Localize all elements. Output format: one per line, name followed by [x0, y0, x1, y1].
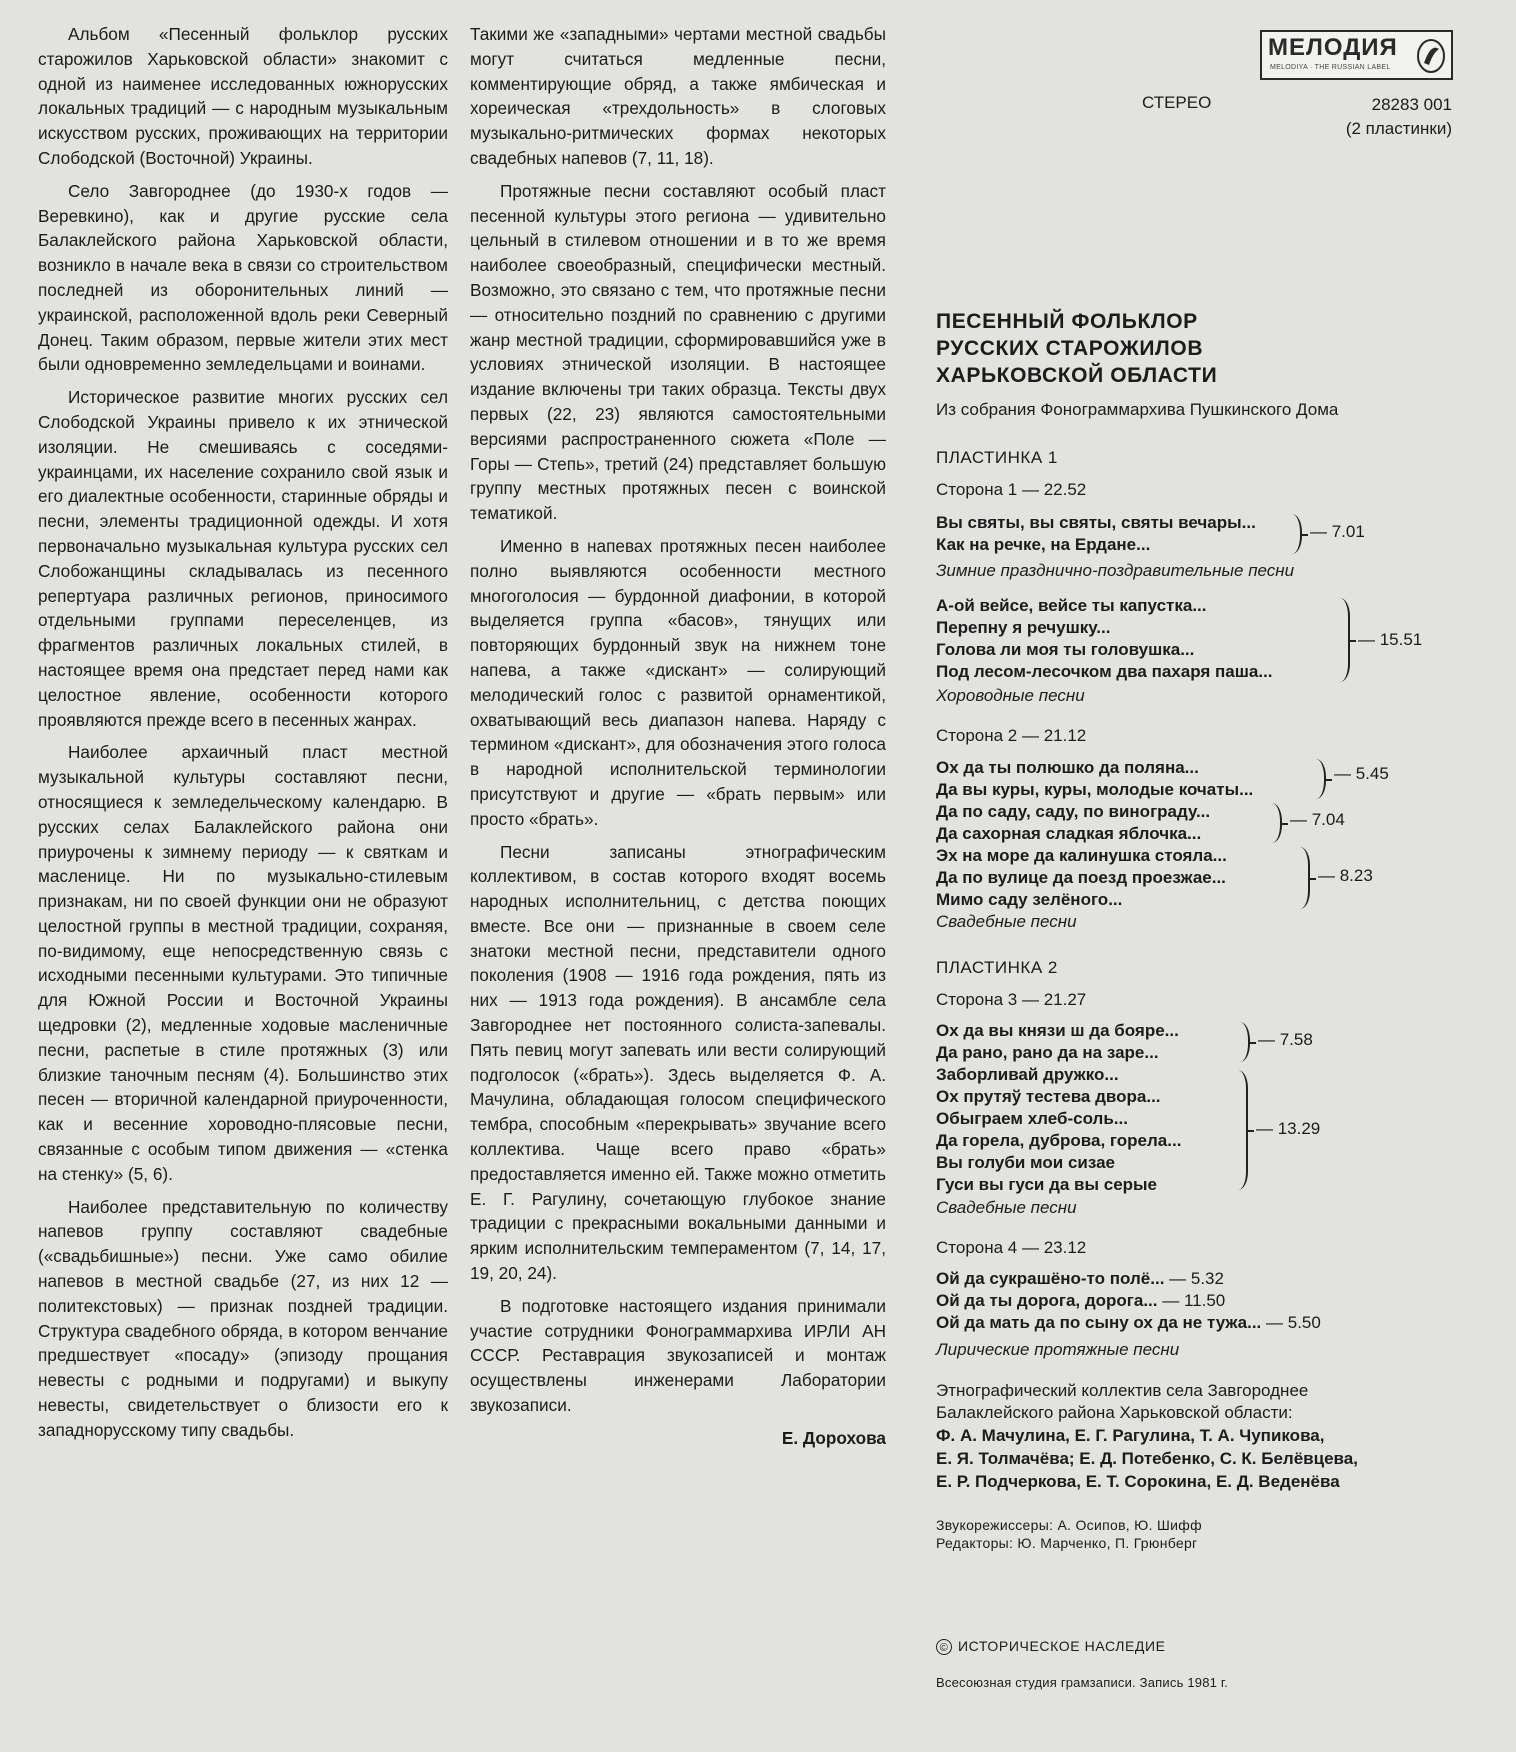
performer-line: Ф. А. Мачулина, Е. Г. Рагулина, Т. А. Чупикова, — [936, 1426, 1325, 1445]
track-title: Эх на море да калинушка стояла... — [936, 846, 1227, 865]
track-group-brace — [1300, 847, 1310, 909]
track-group-duration: — 8.23 — [1318, 866, 1373, 885]
track-duration: — 11.50 — [1162, 1291, 1226, 1310]
track-group-brace — [1272, 803, 1282, 843]
track-title: Как на речке, на Ердане... — [936, 535, 1151, 554]
track-group-brace — [1316, 759, 1326, 799]
genre-label: Свадебные песни — [936, 912, 1077, 931]
track-title: Ох да вы князи ш да бояре... — [936, 1021, 1179, 1040]
side-1-heading: Сторона 1 — 22.52 — [936, 480, 1087, 499]
track-group — [936, 801, 1210, 845]
track-group-duration: — 7.58 — [1258, 1030, 1313, 1049]
track-title: Ой да мать да по сыну ох да не тужа... — [936, 1313, 1262, 1332]
track-title: Ох прутяў тестева двора... — [936, 1087, 1161, 1106]
essay-paragraph: Наиболее архаичный пласт местной музыкальной культуры составляют песни, относящиеся к земледельческому календарю. В русских селах Балаклейского района они приурочены к зимнему периоду — к святкам и масленице. Ни по музыкально-стилевым признакам, ни по своей функции они не образуют целостной группы в местной традиции, сохраняя, по-видимому, еще непосредственную связь с исходными песенными культурами. Это типичные для Южной России и Восточной Украины щедровки (2), медленные ходовые масленичные песни, распетые в стиле протяжных (3) или близкие таночным песням (4). Большинство этих песен — вторичной календарной приуроченности, как и весенние хороводно-плясовые песни, связанные с особым типом движения — «стенка на стенку» (5, 6). — [38, 742, 448, 1184]
track-item — [936, 1312, 1321, 1334]
essay-paragraph: Протяжные песни составляют особый пласт песенной культуры этого региона — удивительно цельный в стилевом отношении и в то же время наиболее своеобразный, специфически местный. Возможно, это связано с тем, что протяжные песни — относительно поздний по сравнению с другими жанр местной традиции, сформировавшийся уже в условиях этнической изоляции. В настоящее издание включены три таких образца. Тексты двух первых (22, 23) являются самостоятельными версиями распространенного сюжета «Поле — Горы — Степь», третий (24) представляет большую группу местных протяжных песен с воинской тематикой. — [470, 180, 886, 524]
track-list — [936, 1268, 1321, 1334]
track-group-brace — [1340, 598, 1350, 682]
album-source: Из собрания Фонограммархива Пушкинского Дома — [936, 400, 1339, 419]
performer-list — [936, 1424, 1358, 1493]
track-title: Да сахорная сладкая яблочка... — [936, 824, 1202, 843]
production-credits — [936, 1516, 1202, 1552]
essay-paragraph: Именно в напевах протяжных песен наиболее полно выявляются особенности местного многоголосия — бурдонной диафонии, в которой выделяется группа «басов», тянущих или повторяющих бурдонный звук на нижнем тоне напева, а также «дискант» — солирующий мелодический голос с развитой орнаментикой, охватывающий весь диапазон напева. Наряду с термином «дискант», для обозначения этого голоса в народной исполнительской терминологии присутствуют и другие — «брать первым» или просто «брать». — [470, 535, 886, 829]
track-item — [936, 1268, 1321, 1290]
essay-paragraph: В подготовке настоящего издания принимали участие сотрудники Фонограммархива ИРЛИ АН СССР. Реставрация звукозаписей и монтаж осуществлены инженерами Лаборатории звукозаписи. — [470, 1295, 886, 1416]
track-title: Да по вулице да поезд проезжае... — [936, 868, 1226, 887]
track-title: Обыграем хлеб-соль... — [936, 1109, 1128, 1128]
essay-column-2 — [470, 22, 886, 1451]
track-title: Под лесом-лесочком два пахаря паша... — [936, 662, 1273, 681]
catalog-number — [1290, 93, 1452, 141]
track-title: Заборливай дружко... — [936, 1065, 1119, 1084]
essay-paragraph: Наиболее представительную по количеству напевов группу составляют свадебные («свадьбишные») песни. Уже само обилие напевов в местной свадьбе (27, из них 12 — политекстовых) — признак поздней традиции. Структура свадебного обряда, в котором венчание предшествует «посаду» (эпизоду прощания невесты с родными и подругами) и выкупу невесты, свидетельствует о близости его к западнорусскому типу свадьбы. — [38, 1196, 448, 1440]
ensemble-description — [936, 1380, 1308, 1424]
melodiya-logo — [1260, 30, 1453, 80]
track-title: Ох да ты полюшко да поляна... — [936, 758, 1199, 777]
essay-column-1 — [38, 22, 448, 1451]
series-label: ИСТОРИЧЕСКОЕ НАСЛЕДИЕ — [958, 1638, 1166, 1654]
track-title: Гуси вы гуси да вы серые — [936, 1175, 1158, 1194]
sound-engineers: Звукорежиссеры: А. Осипов, Ю. Шифф — [936, 1517, 1202, 1533]
track-group-duration: — 5.45 — [1334, 764, 1389, 783]
track-title: Да вы куры, куры, молодые кочаты... — [936, 780, 1254, 799]
track-title: Ой да ты дорога, дорога... — [936, 1291, 1158, 1310]
album-title — [936, 308, 1217, 389]
track-group-duration: — 15.51 — [1358, 630, 1423, 649]
essay-paragraph: Село Завгороднее (до 1930-х годов — Веревкино), как и другие русские села Балаклейского района Харьковской области, возникло в начале века в связи со строительством последней из оборонительных линий — украинской, расположенной вдоль реки Северный Донец. Таким образом, первые жители этих мест были одновременно земледельцами и воинами. — [38, 180, 448, 375]
track-duration: — 5.32 — [1169, 1269, 1224, 1288]
track-title: Да по саду, саду, по винограду... — [936, 802, 1211, 821]
album-title-line: РУССКИХ СТАРОЖИЛОВ — [936, 337, 1204, 360]
logo-text: МЕЛОДИЯ — [1268, 34, 1398, 61]
ensemble-line: Балаклейского района Харьковской области: — [936, 1403, 1293, 1422]
catalog-code: 28283 001 — [1371, 95, 1452, 114]
side-3-heading: Сторона 3 — 21.27 — [936, 990, 1087, 1009]
track-title: Перепну я речушку... — [936, 618, 1111, 637]
track-title: Мимо саду зелёного... — [936, 890, 1123, 909]
track-title: Ой да сукрашёно-то полё... — [936, 1269, 1165, 1288]
track-duration: — 5.50 — [1266, 1313, 1321, 1332]
author-signature: Е. Дорохова — [781, 1427, 886, 1448]
melodiya-emblem-icon — [1415, 37, 1447, 75]
track-group-duration: — 7.04 — [1290, 810, 1345, 829]
genre-label: Хороводные песни — [936, 686, 1085, 705]
track-item — [936, 1290, 1321, 1312]
track-group-brace — [1292, 514, 1302, 554]
genre-label: Лирические протяжные песни — [936, 1340, 1180, 1359]
essay-paragraph: Историческое развитие многих русских сел Слободской Украины привело к их этнической изоляции. Не смешиваясь с соседями-украинцами, их население сохранило свой язык и его диалектные особенности, старинные обряды и песни, элементы традиционной одежды. И хотя первоначально музыкальная культура русских сел Слобожанщины складывалась из песенного репертуара различных регионов, приносимого отдельными группами переселенцев, из фрагментов различных локальных стилей, в настоящее время она предстает перед нами как целостное явление, особенности которого проявляются прежде всего в песенных жанрах. — [38, 387, 448, 730]
track-group — [936, 845, 1227, 911]
genre-label: Свадебные песни — [936, 1198, 1077, 1217]
track-group-brace — [1240, 1022, 1250, 1062]
track-group-brace — [1238, 1070, 1248, 1190]
disc-count: (2 пластинки) — [1345, 119, 1452, 138]
studio-note: Всесоюзная студия грамзаписи. Запись 1981 г. — [936, 1675, 1229, 1690]
ensemble-line: Этнографический коллектив села Завгороднее — [936, 1381, 1309, 1400]
side-2-heading: Сторона 2 — 21.12 — [936, 726, 1087, 745]
track-group-duration: — 13.29 — [1256, 1119, 1321, 1138]
track-group — [936, 1064, 1181, 1196]
side-4-heading: Сторона 4 — 23.12 — [936, 1238, 1087, 1257]
track-group — [936, 512, 1256, 556]
disc-2-heading: ПЛАСТИНКА 2 — [936, 958, 1058, 977]
performer-line: Е. Я. Толмачёва; Е. Д. Потебенко, С. К. Белёвцева, — [936, 1449, 1358, 1468]
essay-paragraph: Альбом «Песенный фольклор русских старожилов Харьковской области» знакомит с одной из наименее исследованных южнорусских локальных традиций — с народным музыкальным искусством русских, проживающих на территории Слободской (Восточной) Украины. — [38, 24, 448, 168]
genre-label: Зимние празднично-поздравительные песни — [936, 561, 1295, 580]
track-title: Вы голуби мои сизае — [936, 1153, 1115, 1172]
track-title: Вы святы, вы святы, святы вечары... — [936, 513, 1256, 532]
logo-subtext: MELODIYA · THE RUSSIAN LABEL — [1270, 64, 1391, 71]
track-title: Да рано, рано да на заре... — [936, 1043, 1159, 1062]
disc-1-heading: ПЛАСТИНКА 1 — [936, 448, 1058, 467]
track-group-duration: — 7.01 — [1310, 522, 1365, 541]
track-title: А-ой вейсе, вейсе ты капустка... — [936, 596, 1207, 615]
essay-paragraph: Такими же «западными» чертами местной свадьбы могут считаться медленные песни, комментирующие обряд, а также ямбическая и хореическая «трехдольность» в слоговых музыкально-ритмических формах некоторых свадебных напевов (7, 11, 18). — [470, 24, 886, 168]
editors: Редакторы: Ю. Марченко, П. Грюнберг — [936, 1535, 1198, 1551]
album-title-line: ХАРЬКОВСКОЙ ОБЛАСТИ — [936, 364, 1218, 387]
track-title: Голова ли моя ты головушка... — [936, 640, 1195, 659]
track-group — [936, 1020, 1179, 1064]
essay-paragraph: Песни записаны этнографическим коллективом, в состав которого входят восемь народных исполнительниц, с детства поющих вместе. Все они — признанные в своем селе знатоки местной песни, представители одного поколения (1908 — 1916 года рождения, пять из них — 1913 года рождения). В ансамбле села Завгороднее нет постоянного солиста-запевалы. Пять певиц могут запевать или вести солирующий подголосок («брать»). Здесь выделяется Ф. А. Мачулина, обладающая голосом специфического тембра, способным «перекрывать» звучание всего коллектива. Чаще всего право «брать» предоставляется именно ей. Также можно отметить Е. Г. Рагулину, сочетающую глубокое знание традиции с прекрасными вокальными данными и ярким исполнительским темпераментом (7, 14, 17, 19, 20, 24). — [470, 841, 886, 1284]
track-title: Да горела, дуброва, горела... — [936, 1131, 1182, 1150]
performer-line: Е. Р. Подчеркова, Е. Т. Сорокина, Е. Д. Веденёва — [936, 1472, 1340, 1491]
copyright-icon: © — [936, 1639, 952, 1655]
series-name — [936, 1638, 1166, 1655]
stereo-label: СТЕРЕО — [1142, 93, 1212, 112]
track-group — [936, 595, 1273, 683]
album-title-line: ПЕСЕННЫЙ ФОЛЬКЛОР — [936, 310, 1198, 333]
track-group — [936, 757, 1253, 801]
